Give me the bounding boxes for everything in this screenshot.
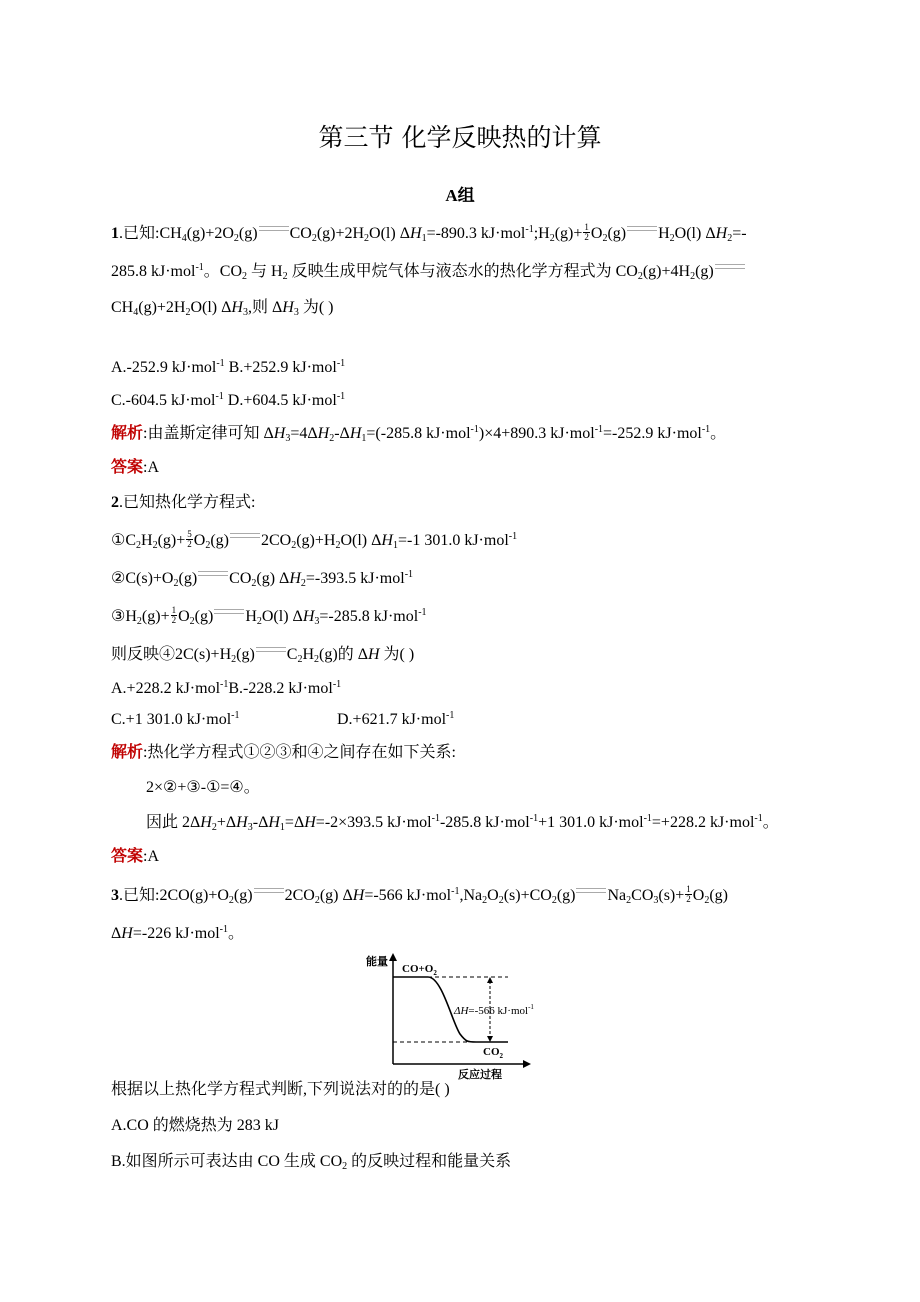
fraction-half: $\frac{1}{2}$ xyxy=(686,883,691,904)
equals-arrow xyxy=(214,609,244,614)
equals-arrow xyxy=(576,888,606,893)
q1-line-1: 1.已知$:CH_4(g)+2O_2(g)$ $CO_2(g)+2H_2O(l)$ $\Delta H_1=-890.3$ $kJ\cdot mol^{-1};H_2(g)+$ $\frac{1}{2}$ $O_2(g)$ $H_2O(l)$ $\Delta H_2=-$ xyxy=(111,221,747,244)
equals-arrow xyxy=(230,533,260,538)
q2-answer: 答案:A xyxy=(111,848,160,865)
q2-reaction-1: $①C_2H_2(g)+$ $\frac{5}{2}$ $O_2(g)$ $2CO_2(g)+H_2O(l)$ $\Delta H_1=-1$ 301.0 kJ·mol$^{-1}$ xyxy=(111,528,518,551)
diagram-x-label: 反应过程 xyxy=(458,1069,502,1080)
q1-explanation: 解析:由盖斯定律可知 $\Delta H_3=4\Delta H_2-\Delta H_1=(-285.8$ kJ·mol$^{-1}$)×4+890.3 kJ·mol$^{-1}$=-252.9 kJ·mol$^{-1}$。 xyxy=(111,424,727,444)
q2-head: 2.已知热化学方程式: xyxy=(111,494,256,511)
q2-explanation: 解析:热化学方程式①②③和④之间存在如下关系: xyxy=(111,744,456,761)
q3-option-a: A.CO 的燃烧热为 283 kJ xyxy=(111,1117,280,1134)
q3-option-b: B.如图所示可表达由 CO 生成 $CO_2$ 的反映过程和能量关系 xyxy=(111,1153,512,1172)
diagram-y-label: 能量 xyxy=(366,956,388,968)
fraction-five-half: $\frac{5}{2}$ xyxy=(187,528,192,549)
q2-stem: 则反映$④2C(s)+H_2(g)$ $C_2H_2(g)$的 ΔH 为( ) xyxy=(111,646,415,665)
q1-line-2: 285.8 kJ·mol$^{-1}$。$CO_2$ 与 $H_2$ 反映生成甲烷气体与液态水的热化学方程式为 $CO_2(g)+4H_2(g)$ xyxy=(111,262,746,282)
energy-diagram xyxy=(360,950,560,1080)
diagram-arrow-down-icon xyxy=(487,1036,493,1042)
q2-calculation: 因此 $2\Delta H_2+\Delta H_3-\Delta H_1=\Delta H=-2\times 393.5$ kJ·mol$^{-1}$-285.8 kJ·mol$^{-1}$+1 301.0 kJ·mol$^{-1}$=+228.2 kJ·mol$^{-1}$。 xyxy=(146,813,779,833)
q1-line-3: $CH_4(g)+2H_2O(l)$ $\Delta H_3$,则 $\Delta H_3$ 为( ) xyxy=(111,299,334,318)
diagram-arrow-up-icon xyxy=(487,977,493,983)
group-heading: A组 xyxy=(445,186,475,205)
diagram-x-arrow-icon xyxy=(523,1060,531,1068)
diagram-reactant-label: $CO+O_2$ xyxy=(402,963,437,977)
q2-relation: 2×②+③-①=④。 xyxy=(146,779,260,796)
fraction-half: $\frac{1}{2}$ xyxy=(171,604,177,625)
equals-arrow xyxy=(256,647,286,652)
q1-options-ab: A.-252.9 kJ·mol$^{-1}$ B.+252.9 kJ·mol$^{-1}$ xyxy=(111,358,346,376)
q2-reaction-3: $③H_2(g)+$ $\frac{1}{2}$ $O_2(g)$ $H_2O(l)$ $\Delta H_3=-285.8$ kJ·mol$^{-1}$ xyxy=(111,604,427,627)
diagram-delta-h-label: ΔH=-566 kJ·mol$^{-1}$ xyxy=(454,1003,534,1017)
equals-arrow xyxy=(715,264,745,269)
q3-stem: 根据以上热化学方程式判断,下列说法对的的是( ) xyxy=(111,1081,450,1098)
equals-arrow xyxy=(627,226,657,231)
diagram-product-label: $CO_2$ xyxy=(483,1046,503,1060)
q2-option-c: C.+1 301.0 kJ·mol$^{-1}$ xyxy=(111,710,240,728)
diagram-y-arrow-icon xyxy=(389,953,397,961)
q1-answer: 答案:A xyxy=(111,459,160,476)
equals-arrow xyxy=(259,226,289,231)
q3-line-2: ΔH=-226 kJ·mol$^{-1}$。 xyxy=(111,924,245,942)
fraction-half: $\frac{1}{2}$ xyxy=(584,221,589,242)
q2-option-d: D.+621.7 kJ·mol$^{-1}$ xyxy=(337,710,455,728)
equals-arrow xyxy=(254,888,284,893)
page-title: 第三节 化学反映热的计算 xyxy=(318,123,602,152)
q1-options-cd: C.-604.5 kJ·mol$^{-1}$ D.+604.5 kJ·mol$^{-1}$ xyxy=(111,391,346,409)
q3-line-1: 3.已知$:2CO(g)+O_2(g)$ $2CO_2(g)$ ΔH=-566 $kJ\cdot mol^{-1},Na_2O_2(s)+CO_2(g)$ $Na_2CO_3(s)+$ $\frac{1}{2}$ $O_2(g)$ xyxy=(111,883,728,906)
q2-options-ab: A.+228.2 kJ·mol$^{-1}$B.-228.2 kJ·mol$^{-1}$ xyxy=(111,679,342,697)
equals-arrow xyxy=(198,571,228,576)
q2-reaction-2: $②C(s)+O_2(g)$ $CO_2(g)$ $\Delta H_2=-393.5$ kJ·mol$^{-1}$ xyxy=(111,569,414,589)
